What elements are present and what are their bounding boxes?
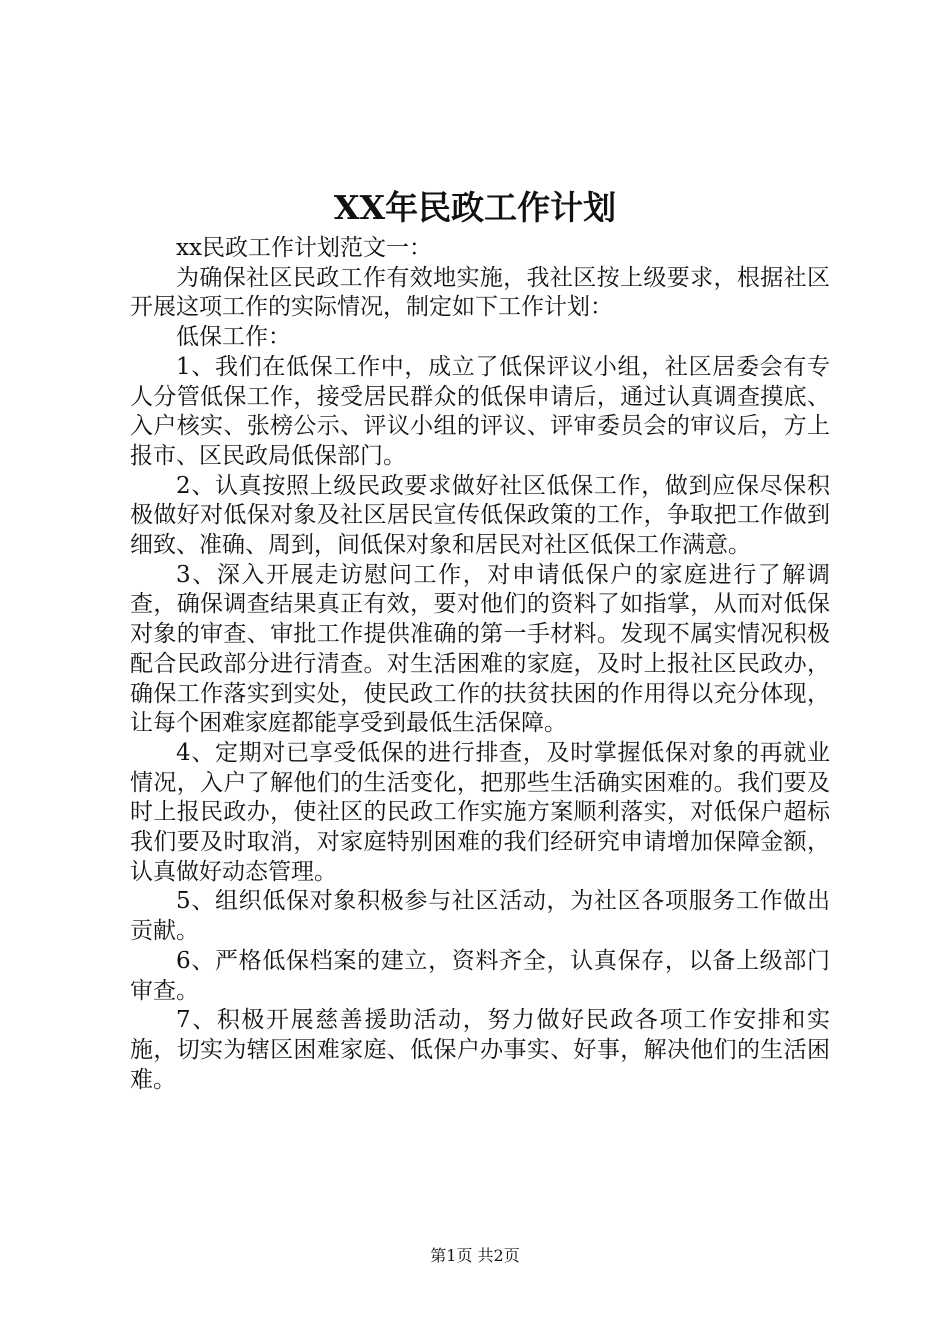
paragraph-item-2: 2、认真按照上级民政要求做好社区低保工作，做到应保尽保积极做好对低保对象及社区居民宣传低保政策的工作，争取把工作做到细致、准确、周到，间低保对象和居民对社区低保工作满意。 <box>130 472 830 559</box>
paragraph-intro: xx民政工作计划范文一： <box>176 235 432 261</box>
paragraph-item-7: 7、积极开展慈善援助活动，努力做好民政各项工作安排和实施，切实为辖区困难家庭、低保户办事实、好事，解决他们的生活困难。 <box>130 1007 830 1093</box>
document-title: XX年民政工作计划 <box>333 188 617 227</box>
page-number-footer: 第1页 共2页 <box>430 1246 520 1265</box>
paragraph-item-6: 6、严格低保档案的建立，资料齐全，认真保存，以备上级部门审查。 <box>130 947 830 1004</box>
section-heading-low-income: 低保工作： <box>176 324 291 351</box>
document-body <box>130 234 830 1095</box>
paragraph-item-4: 4、定期对已享受低保的进行排查，及时掌握低保对象的再就业情况，入户了解他们的生活变化，把那些生活确实困难的。我们要及时上报民政办，使社区的民政工作实施方案顺利落实，对低保户超标我们要及时取消，对家庭特别困难的我们经研究申请增加保障金额，认真做好动态管理。 <box>130 739 830 885</box>
paragraph-item-1: 1、我们在低保工作中，成立了低保评议小组，社区居委会有专人分管低保工作，接受居民群众的低保申请后，通过认真调查摸底、入户核实、张榜公示、评议小组的评议、评审委员会的审议后，方上报市、区民政局低保部门。 <box>130 353 830 469</box>
paragraph-item-3: 3、深入开展走访慰问工作，对申请低保户的家庭进行了解调查，确保调查结果真正有效，要对他们的资料了如指掌，从而对低保对象的审查、审批工作提供准确的第一手材料。发现不属实情况积极配合民政部分进行清查。对生活困难的家庭，及时上报社区民政办，确保工作落实到实处，使民政工作的扶贫扶困的作用得以充分体现，让每个困难家庭都能享受到最低生活保障。 <box>130 561 830 737</box>
paragraph-purpose: 为确保社区民政工作有效地实施，我社区按上级要求，根据社区开展这项工作的实际情况，制定如下工作计划： <box>130 264 830 321</box>
paragraph-item-5: 5、组织低保对象积极参与社区活动，为社区各项服务工作做出贡献。 <box>130 888 830 945</box>
